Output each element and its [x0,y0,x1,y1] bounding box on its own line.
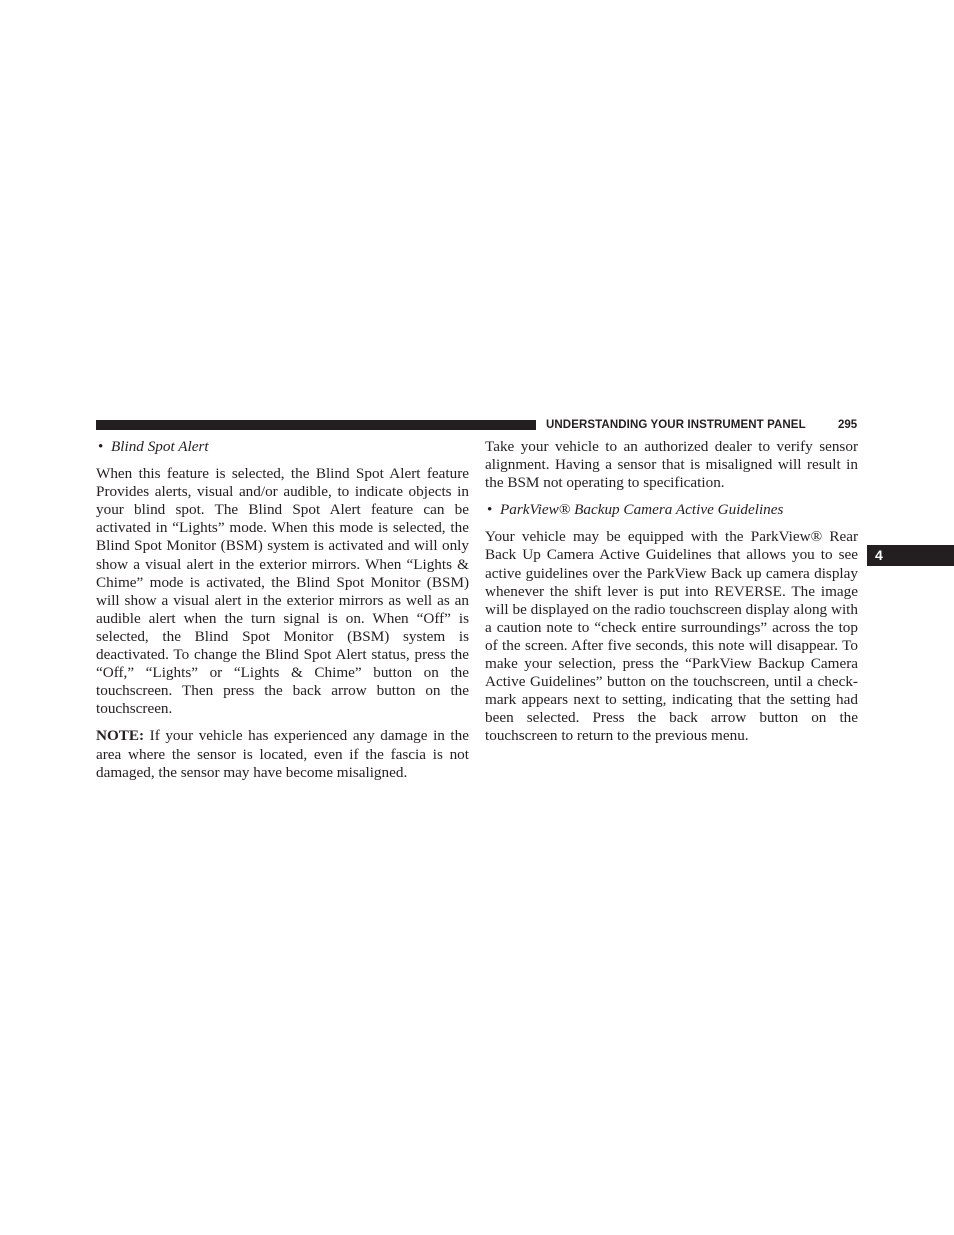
left-column [96,438,469,791]
bullet-heading-text: ParkView® Backup Camera Active Guidelines [500,501,784,519]
header-rule [96,420,536,430]
bullet-heading-text: Blind Spot Alert [111,438,209,455]
bullet-dot: • [487,501,493,519]
bullet-heading-parkview [485,501,858,519]
bullet-heading-blind-spot-alert [96,438,469,456]
right-column [485,438,858,755]
bullet-dot: • [98,438,104,455]
note-label: NOTE: [96,727,145,745]
note-paragraph [96,727,469,781]
chapter-tab: 4 [867,545,954,566]
sensor-alignment-paragraph: Take your vehicle to an authorized dealer to verify sensor alignment. Having a sensor that is misaligned will result in the BSM not operating to specification. [485,438,858,492]
note-text: If your vehicle has experienced any damage in the area where the sensor is located, even if the fascia is not damaged, the sensor may have become misaligned. [96,727,469,781]
blind-spot-alert-paragraph: When this feature is selected, the Blind Spot Alert feature Provides alerts, visual and/or audible, to indicate objects in your blind spot. The Blind Spot Alert feature can be activated in “Lights” mode. When this mode is selected, the Blind Spot Monitor (BSM) system is activated and will only show a visual alert in the exterior mirrors. When “Lights & Chime” mode is activated, the Blind Spot Monitor (BSM) will show a visual alert in the exterior mirrors as well as an audible alert when the turn signal is on. When “Off” is selected, the Blind Spot Monitor (BSM) system is deactivated. To change the Blind Spot Alert status, press the “Off,” “Lights” or “Lights & Chime” button on the touchscreen. Then press the back arrow button on the touchscreen. [96,465,469,718]
section-title: UNDERSTANDING YOUR INSTRUMENT PANEL [546,419,806,431]
page-number: 295 [838,419,858,431]
parkview-paragraph: Your vehicle may be equipped with the ParkView® Rear Back Up Camera Active Guidelines that allows you to see active guidelines over the ParkView Back up camera display whenever the shift lever is put into REVERSE. The image will be displayed on the radio touchscreen display along with a caution note to “check entire surroundings” across the top of the screen. After five seconds, this note will disappear. To make your selection, press the “ParkView Backup Camera Active Guidelines” button on the touchscreen, until a check-mark appears next to setting, indicating that the setting had been selected. Press the back arrow button on the touchscreen to return to the previous menu. [485,528,858,745]
